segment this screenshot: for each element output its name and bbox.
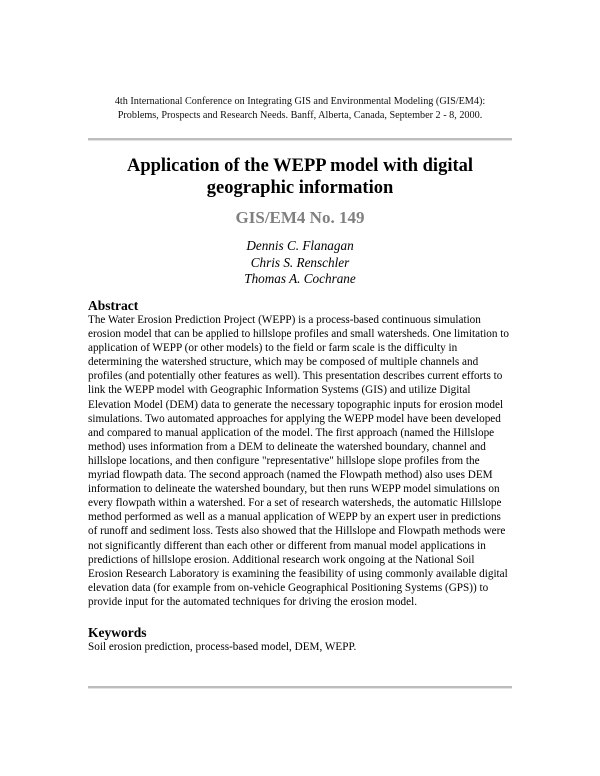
keywords-body: Soil erosion prediction, process-based model, DEM, WEPP. bbox=[88, 641, 357, 653]
abstract-heading: Abstract bbox=[88, 298, 139, 313]
paper-title: Application of the WEPP model with digital geographic information bbox=[126, 156, 474, 198]
conference-line-1: 4th International Conference on Integrating GIS and Environmental Modeling (GIS/EM4): bbox=[114, 96, 486, 107]
top-divider bbox=[88, 138, 512, 141]
author-name: Dennis C. Flanagan bbox=[246, 238, 354, 253]
paper-id: GIS/EM4 No. 149 bbox=[235, 208, 365, 227]
author-list bbox=[88, 238, 512, 288]
bottom-divider bbox=[88, 686, 512, 689]
author-name: Thomas A. Cochrane bbox=[244, 271, 356, 286]
abstract-body: The Water Erosion Prediction Project (WEPP) is a process-based continuous simulation erosion model that can be applied to hillslope profiles and small watersheds. One limitation to application of WEPP (or other models) to the field or farm scale is the difficulty in determining the watershed structure, which may be composed of multiple channels and profiles (and potentially other features as well). This presentation describes current efforts to link the WEPP model with Geographic Information Systems (GIS) and utilize Digital Elevation Model (DEM) data to generate the necessary topographic inputs for erosion model simulations. Two automated approaches for applying the WEPP model have been developed and compared to manual application of the model. The first approach (named the Hillslope method) uses information from a DEM to delineate the watershed boundary, channel and hillslope locations, and then configure "representative" hillslope slope profiles from the myriad flowpath data. The second approach (named the Flowpath method) also uses DEM information to delineate the watershed boundary, but then runs WEPP model simulations on every flowpath within a watershed. For a set of research watersheds, the automatic Hillslope method performed as well as a manual application of WEPP by an expert user in predictions of runoff and sediment loss. Tests also showed that the Hillslope and Flowpath methods were not significantly different than each other or different from manual model applications in predictions of hillslope erosion. Additional research work ongoing at the National Soil Erosion Research Laboratory is examining the feasibility of using commonly available digital elevation data (for example from on-vehicle Geographical Positioning Systems (GPS)) to provide input for the automated techniques for driving the erosion model. bbox=[88, 314, 509, 608]
conference-info bbox=[88, 95, 512, 123]
conference-line-2: Problems, Prospects and Research Needs. Banff, Alberta, Canada, September 2 - 8, 2000. bbox=[117, 110, 483, 121]
keywords-heading: Keywords bbox=[88, 625, 147, 640]
author-name: Chris S. Renschler bbox=[250, 254, 350, 270]
